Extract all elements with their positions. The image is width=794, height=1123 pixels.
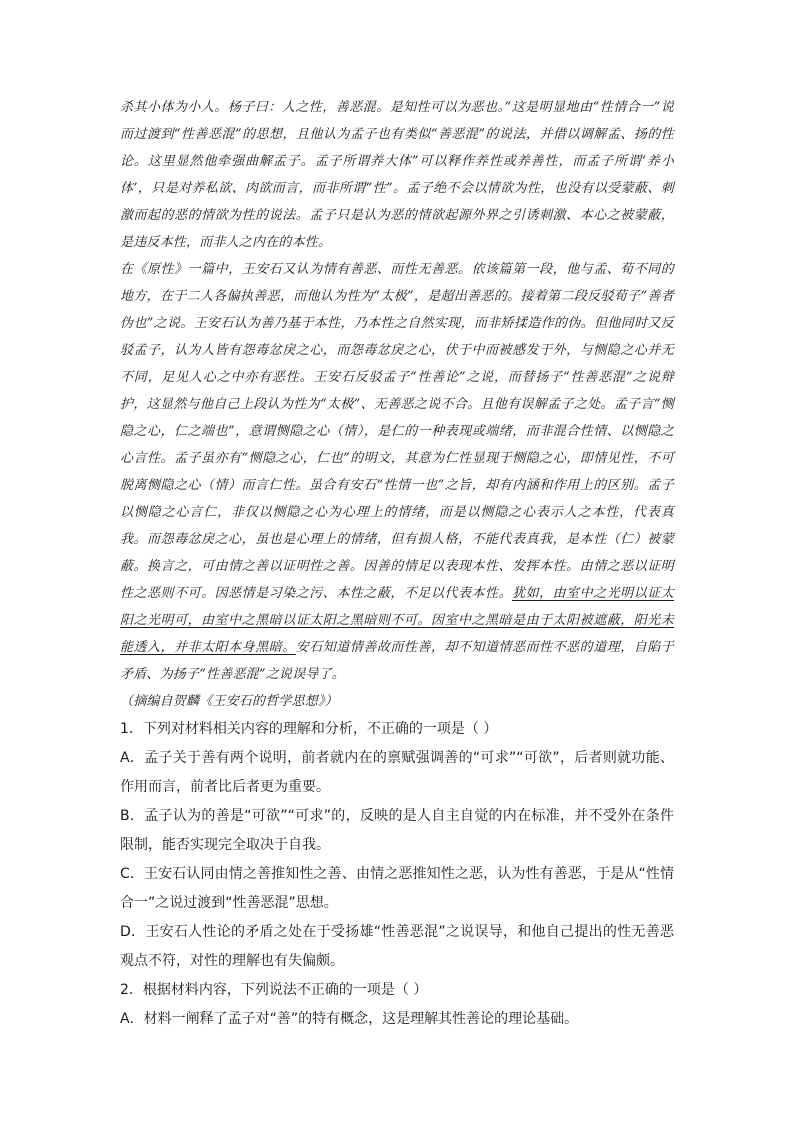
passage-paragraph-1: 杀其小体为小人。杨子曰：人之性，善恶混。是知性可以为恶也。”这是明显地由“性情合一”说而过渡到“性善恶混”的思想，且他认为孟子也有类似“善恶混”的说法，并借以调解孟、扬的性论。这里显然他牵强曲解孟子。孟子所谓养大体”可以释作养性或养善性，而孟子所谓‘养小体’，只是对养私欲、肉欲而言，而非所谓“性”。孟子绝不会以情欲为性，也没有以受蒙蔽、刺激而起的恶的情欲为性的说法。孟子只是认为恶的情欲起源外界之引诱刺激、本心之被蒙蔽，是违反本性，而非人之内在的本性。	[120, 100, 674, 250]
question-2-stem: 2．根据材料内容，下列说法不正确的一项是（ ）	[120, 982, 428, 998]
question-1-option-b: B．孟子认为的善是“可欲”“可求”的，反映的是人自主自觉的内在标准，并不受外在条件限制，能否实现完全取决于自我。	[120, 808, 674, 853]
paragraph-2-text-b: 安石知道情善故而性善，却不知道情恶而性不恶的道理，自陷于矛盾、为扬子“性善恶混”之说误导了。	[120, 640, 674, 682]
underlined-analogy: 犹如，由室中之光明以证太阳之光明可，由室中之黑暗以证太阳之黑暗则不可。因室中之黑暗是由于太阳被遮蔽，阳光未能透入，并非太阳本身黑暗。	[120, 586, 674, 655]
source-citation: （摘编自贺麟《王安石的哲学思想》）	[120, 694, 338, 709]
question-list	[120, 715, 674, 1034]
question-1-option-d: D．王安石人性论的矛盾之处在于受扬雄“性善恶混”之说误导，和他自己提出的性无善恶观点不符，对性的理解也有失偏颇。	[120, 924, 674, 969]
paragraph-2-text-a: 在《原性》一篇中，王安石又认为情有善恶、而性无善恶。依该篇第一段，他与孟、荀不同的地方，在于二人各偏执善恶，而他认为性为“太极”，是超出善恶的。接着第二段反驳荀子“善者伪也”之说。王安石认为善乃基于本性，乃本性之自然实现，而非矫揉造作的伪。但他同时又反驳孟子，认为人皆有怨毒忿戾之心，而怨毒忿戾之心，伏于中而被感发于外，与恻隐之心并无不同，足见人心之中亦有恶性。王安石反驳孟子“性善论”之说，而替扬子“性善恶混”之说辩护，这显然与他自己上段认为性为“太极”、无善恶之说不合。且他有误解孟子之处。孟子言“恻隐之心，仁之端也”，意谓恻隐之心（情），是仁的一种表现或端绪，而非混合性情、以恻隐之心言性。孟子虽亦有“恻隐之心，仁也”的明文，其意为仁性显现于恻隐之心，即情见性，不可脱离恻隐之心（情）而言仁性。虽合有安石“性情一也”之旨，却有内涵和作用上的区别。孟子以恻隐之心言仁，非仅以恻隐之心为心理上的情绪，而是以恻隐之心表示人之本性，代表真我。而怨毒忿戾之心，虽也是心理上的情绪，但有损人格，不能代表真我，是本性（仁）被蒙蔽。换言之，可由情之善以证明性之善。因善的情足以表现本性、发挥本性。由情之恶以证明性之恶则不可。因恶情是习染之污、本性之蔽，不足以代表本性。	[120, 262, 674, 601]
passage-paragraph-2	[120, 256, 674, 688]
question-1-option-a: A．孟子关于善有两个说明，前者就内在的禀赋强调善的“可求”“可欲”，后者则就功能、作用而言，前者比后者更为重要。	[120, 750, 674, 795]
reading-passage	[120, 94, 674, 715]
question-1-option-c: C．王安石认同由情之善推知性之善、由情之恶推知性之恶，认为性有善恶，于是从“性情合一”之说过渡到“性善恶混”思想。	[120, 866, 674, 911]
question-1-stem: 1．下列对材料相关内容的理解和分析，不正确的一项是（ ）	[120, 721, 498, 737]
question-2-option-a: A．材料一阐释了孟子对“善”的特有概念，这是理解其性善论的理论基础。	[120, 1011, 579, 1027]
